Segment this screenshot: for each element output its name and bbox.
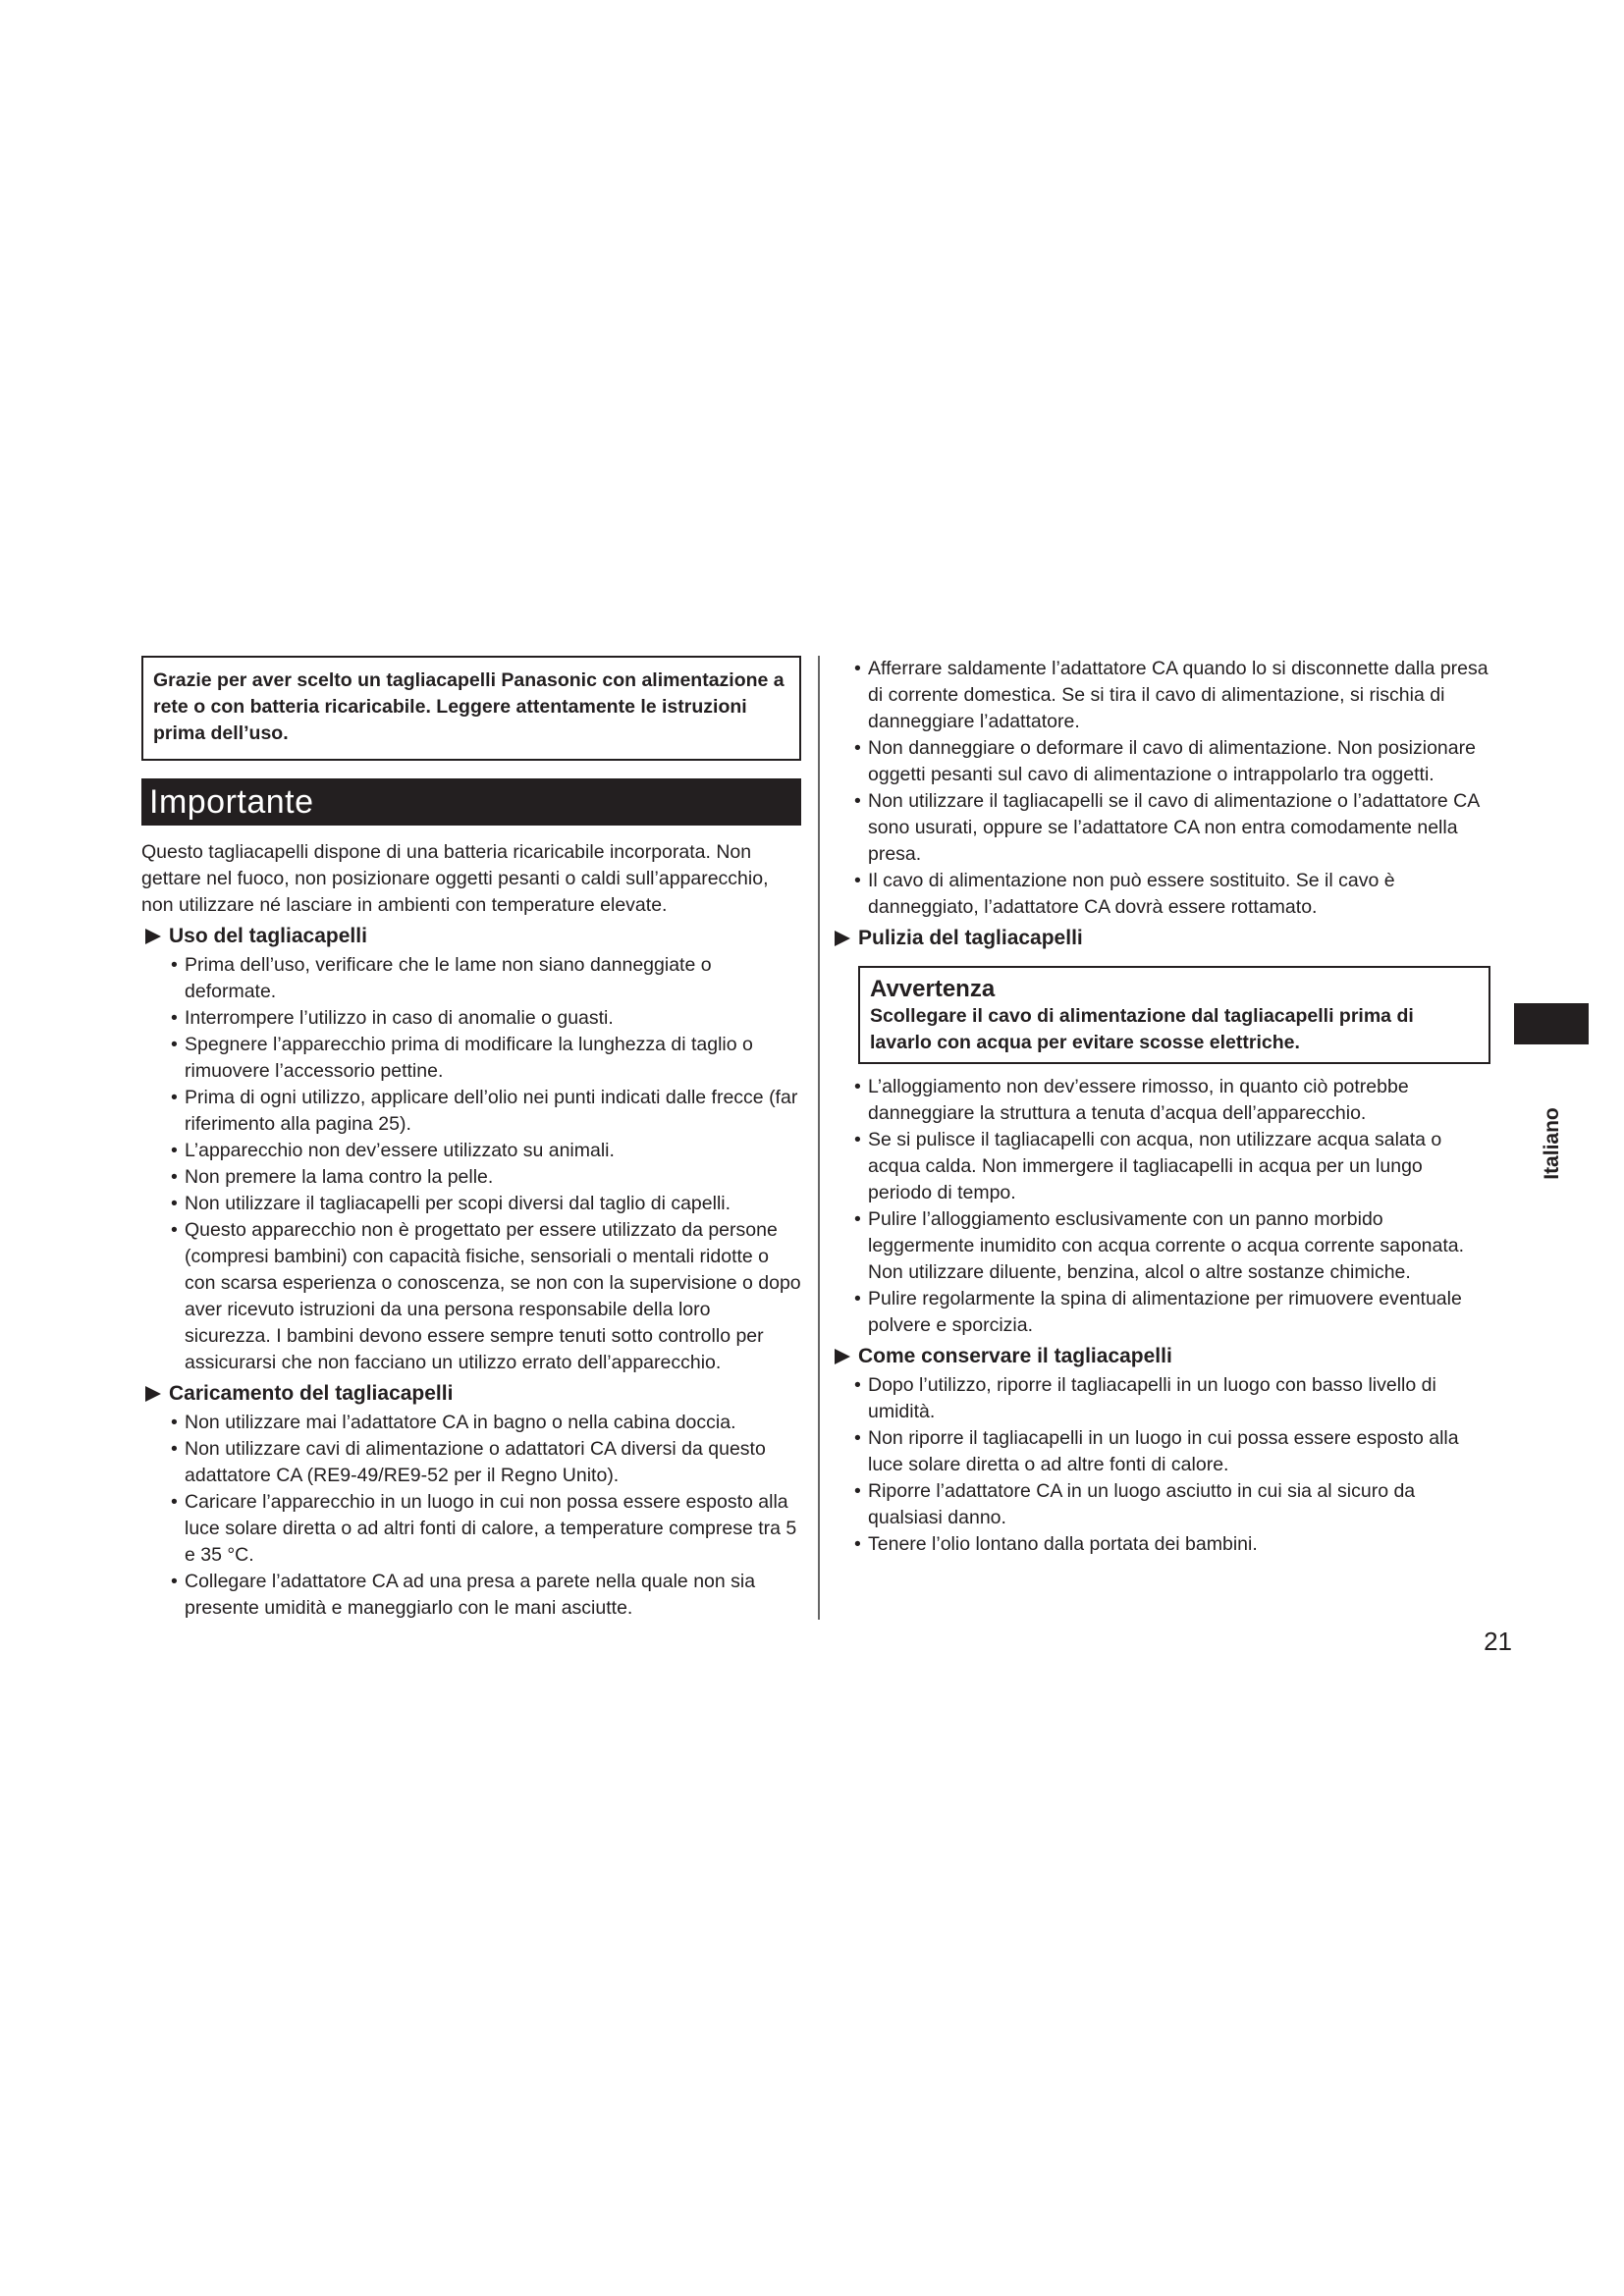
- section-heading-uso-label: Uso del tagliacapelli: [169, 925, 367, 947]
- intro-box: [141, 656, 801, 761]
- list-item: • Caricare l’apparecchio in un luogo in cui non possa essere esposto alla luce solare diretta o ad altri fonti di calore, a temperature comprese tra 5 e 35 °C.: [171, 1489, 801, 1569]
- triangle-right-icon: [835, 1349, 850, 1364]
- triangle-right-icon: [835, 931, 850, 946]
- section-heading-pulizia-label: Pulizia del tagliacapelli: [858, 927, 1083, 949]
- list-item: • Non utilizzare il tagliacapelli per scopi diversi dal taglio di capelli.: [171, 1191, 801, 1217]
- triangle-right-icon: [145, 1386, 161, 1402]
- list-item: • Il cavo di alimentazione non può essere sostituito. Se il cavo è danneggiato, l’adattatore CA dovrà essere rottamato.: [854, 868, 1490, 921]
- right-column: [835, 656, 1490, 1562]
- list-item: • Non utilizzare il tagliacapelli se il cavo di alimentazione o l’adattatore CA sono usurati, oppure se l’adattatore CA non entra comodamente nella presa.: [854, 788, 1490, 868]
- list-item: • Tenere l’olio lontano dalla portata dei bambini.: [854, 1531, 1490, 1558]
- list-item: • Riporre l’adattatore CA in un luogo asciutto in cui sia al sicuro da qualsiasi danno.: [854, 1478, 1490, 1531]
- list-uso: [141, 952, 801, 1376]
- list-item: • Questo apparecchio non è progettato per essere utilizzato da persone (compresi bambini) con capacità fisiche, sensoriali o mentali ridotte o con scarsa esperienza o conoscenza, se non con la supervisione o dopo aver ricevuto istruzioni da una persona responsabile della loro sicurezza. I bambini devono essere sempre tenuti sotto controllo per assicurarsi che non facciano un utilizzo errato dell’apparecchio.: [171, 1217, 801, 1376]
- list-item: • Non utilizzare cavi di alimentazione o adattatori CA diversi da questo adattatore CA (RE9-49/RE9-52 per il Regno Unito).: [171, 1436, 801, 1489]
- section-heading-caricamento: [141, 1380, 801, 1408]
- language-label: Italiano: [1541, 1107, 1563, 1180]
- page-number: 21: [1484, 1627, 1512, 1656]
- list-item: • Non danneggiare o deformare il cavo di alimentazione. Non posizionare oggetti pesanti sul cavo di alimentazione o intrappolarlo tra oggetti.: [854, 735, 1490, 788]
- list-item: • Afferrare saldamente l’adattatore CA quando lo si disconnette dalla presa di corrente domestica. Se si tira il cavo di alimentazione, si rischia di danneggiare l’adattatore.: [854, 656, 1490, 735]
- warning-box: [858, 966, 1490, 1064]
- intro-text: Grazie per aver scelto un tagliacapelli Panasonic con alimentazione a rete o con batteria ricaricabile. Leggere attentamente le istruzioni prima dell’uso.: [153, 669, 785, 744]
- warning-title: Avvertenza: [870, 976, 996, 1002]
- list-item: • L’apparecchio non dev’essere utilizzato su animali.: [171, 1138, 801, 1164]
- important-paragraph: Questo tagliacapelli dispone di una batteria ricaricabile incorporata. Non gettare nel fuoco, non posizionare oggetti pesanti o caldi sull’apparecchio, non utilizzare né lasciare in ambienti con temperature elevate.: [141, 841, 769, 916]
- list-adattatore: [835, 656, 1490, 921]
- list-pulizia: [835, 1074, 1490, 1339]
- list-item: • Pulire l’alloggiamento esclusivamente con un panno morbido leggermente inumidito con acqua corrente o acqua corrente saponata. Non utilizzare diluente, benzina, alcol o altre sostanze chimiche.: [854, 1206, 1490, 1286]
- section-heading-uso: [141, 923, 801, 950]
- list-item: • Dopo l’utilizzo, riporre il tagliacapelli in un luogo con basso livello di umidità.: [854, 1372, 1490, 1425]
- list-item: • Pulire regolarmente la spina di alimentazione per rimuovere eventuale polvere e sporcizia.: [854, 1286, 1490, 1339]
- list-item: • Interrompere l’utilizzo in caso di anomalie o guasti.: [171, 1005, 801, 1032]
- section-heading-conservare-label: Come conservare il tagliacapelli: [858, 1345, 1172, 1367]
- list-item: • Se si pulisce il tagliacapelli con acqua, non utilizzare acqua salata o acqua calda. Non immergere il tagliacapelli in acqua per un lungo periodo di tempo.: [854, 1127, 1490, 1206]
- list-item: • Non premere la lama contro la pelle.: [171, 1164, 801, 1191]
- important-heading: [141, 778, 801, 826]
- column-divider: [818, 656, 820, 1620]
- list-item: • Prima dell’uso, verificare che le lame non siano danneggiate o deformate.: [171, 952, 801, 1005]
- list-item: • Prima di ogni utilizzo, applicare dell’olio nei punti indicati dalle frecce (far riferimento alla pagina 25).: [171, 1085, 801, 1138]
- section-heading-caricamento-label: Caricamento del tagliacapelli: [169, 1382, 454, 1405]
- list-caricamento: [141, 1410, 801, 1622]
- list-item: • Non utilizzare mai l’adattatore CA in bagno o nella cabina doccia.: [171, 1410, 801, 1436]
- section-heading-pulizia: [835, 925, 1490, 952]
- important-title: Importante: [149, 783, 314, 821]
- section-heading-conservare: [835, 1343, 1490, 1370]
- left-column: [141, 656, 801, 1626]
- warning-text: Scollegare il cavo di alimentazione dal tagliacapelli prima di lavarlo con acqua per evitare scosse elettriche.: [870, 1005, 1414, 1053]
- list-item: • Non riporre il tagliacapelli in un luogo in cui possa essere esposto alla luce solare diretta o ad altre fonti di calore.: [854, 1425, 1490, 1478]
- list-item: • Spegnere l’apparecchio prima di modificare la lunghezza di taglio o rimuovere l’accessorio pettine.: [171, 1032, 801, 1085]
- list-conservare: [835, 1372, 1490, 1558]
- triangle-right-icon: [145, 929, 161, 944]
- language-tab-marker: [1514, 1003, 1589, 1044]
- list-item: • L’alloggiamento non dev’essere rimosso, in quanto ciò potrebbe danneggiare la struttura a tenuta d’acqua dell’apparecchio.: [854, 1074, 1490, 1127]
- list-item: • Collegare l’adattatore CA ad una presa a parete nella quale non sia presente umidità e maneggiarlo con le mani asciutte.: [171, 1569, 801, 1622]
